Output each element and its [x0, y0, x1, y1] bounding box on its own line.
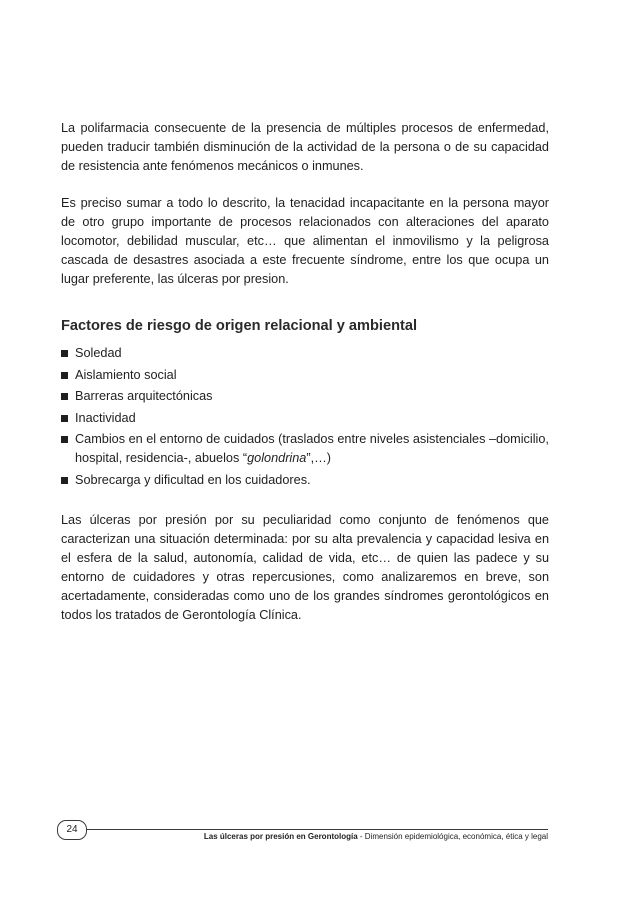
list-item-italic-term: golondrina [247, 451, 307, 465]
list-item-text: Sobrecarga y dificultad en los cuidadores. [75, 472, 311, 487]
list-item [61, 430, 549, 468]
list-item [61, 409, 549, 428]
page-number-badge: 24 [57, 820, 87, 840]
footer-subtitle: - Dimensión epidemiológica, económica, ética y legal [357, 832, 548, 841]
square-bullet-icon [61, 477, 68, 484]
list-item [61, 344, 549, 363]
risk-factor-list [61, 344, 549, 492]
paragraph-geriatric-syndrome: Las úlceras por presión por su peculiaridad como conjunto de fenómenos que caracterizan una situación determinada: por su alta prevalencia y capacidad lesiva en el esfera de la salud, autonomía, calidad de vida, etc… de quien las padece y su entorno de cuidadores y otras repercusiones, como analizaremos en breve, son acertadamente, consideradas como uno de los grandes síndromes gerontológicos en todos los tratados de Gerontología Clínica. [61, 513, 549, 622]
footer-divider [86, 829, 548, 830]
square-bullet-icon [61, 436, 68, 443]
section-heading-risk-factors: Factores de riesgo de origen relacional y ambiental [61, 318, 418, 334]
list-item-text: Cambios en el entorno de cuidados (traslados entre niveles asistenciales –domicilio, hospital, residencia-, abuelos “ [75, 432, 549, 465]
list-item-text: Aislamiento social [75, 367, 177, 382]
list-item-text-end: ”,…) [306, 451, 332, 465]
paragraph-immobility: Es preciso sumar a todo lo descrito, la tenacidad incapacitante en la persona mayor de otro grupo importante de procesos relacionados con alteraciones del aparato locomotor, debilidad muscular, etc… que alimentan el inmovilismo y la peligrosa cascada de desastres asociada a este frecuente síndrome, entre los que ocupa un lugar preferente, las úlceras por presion. [61, 196, 549, 286]
square-bullet-icon [61, 393, 68, 400]
list-item-text: Inactividad [75, 410, 136, 425]
paragraph-polypharmacy: La polifarmacia consecuente de la presencia de múltiples procesos de enfermedad, pueden traducir también disminución de la actividad de la persona o de su capacidad de resistencia ante fenómenos mecánicos o inmunes. [61, 121, 549, 173]
footer-book-title: Las úlceras por presión en Gerontología [203, 832, 358, 841]
running-footer [204, 832, 548, 841]
list-item [61, 471, 549, 490]
square-bullet-icon [61, 415, 68, 422]
list-item-text: Soledad [75, 346, 122, 360]
square-bullet-icon [61, 372, 68, 379]
list-item [61, 366, 549, 385]
list-item [61, 387, 549, 406]
square-bullet-icon [61, 350, 68, 357]
list-item-text: Barreras arquitectónicas [75, 389, 213, 403]
